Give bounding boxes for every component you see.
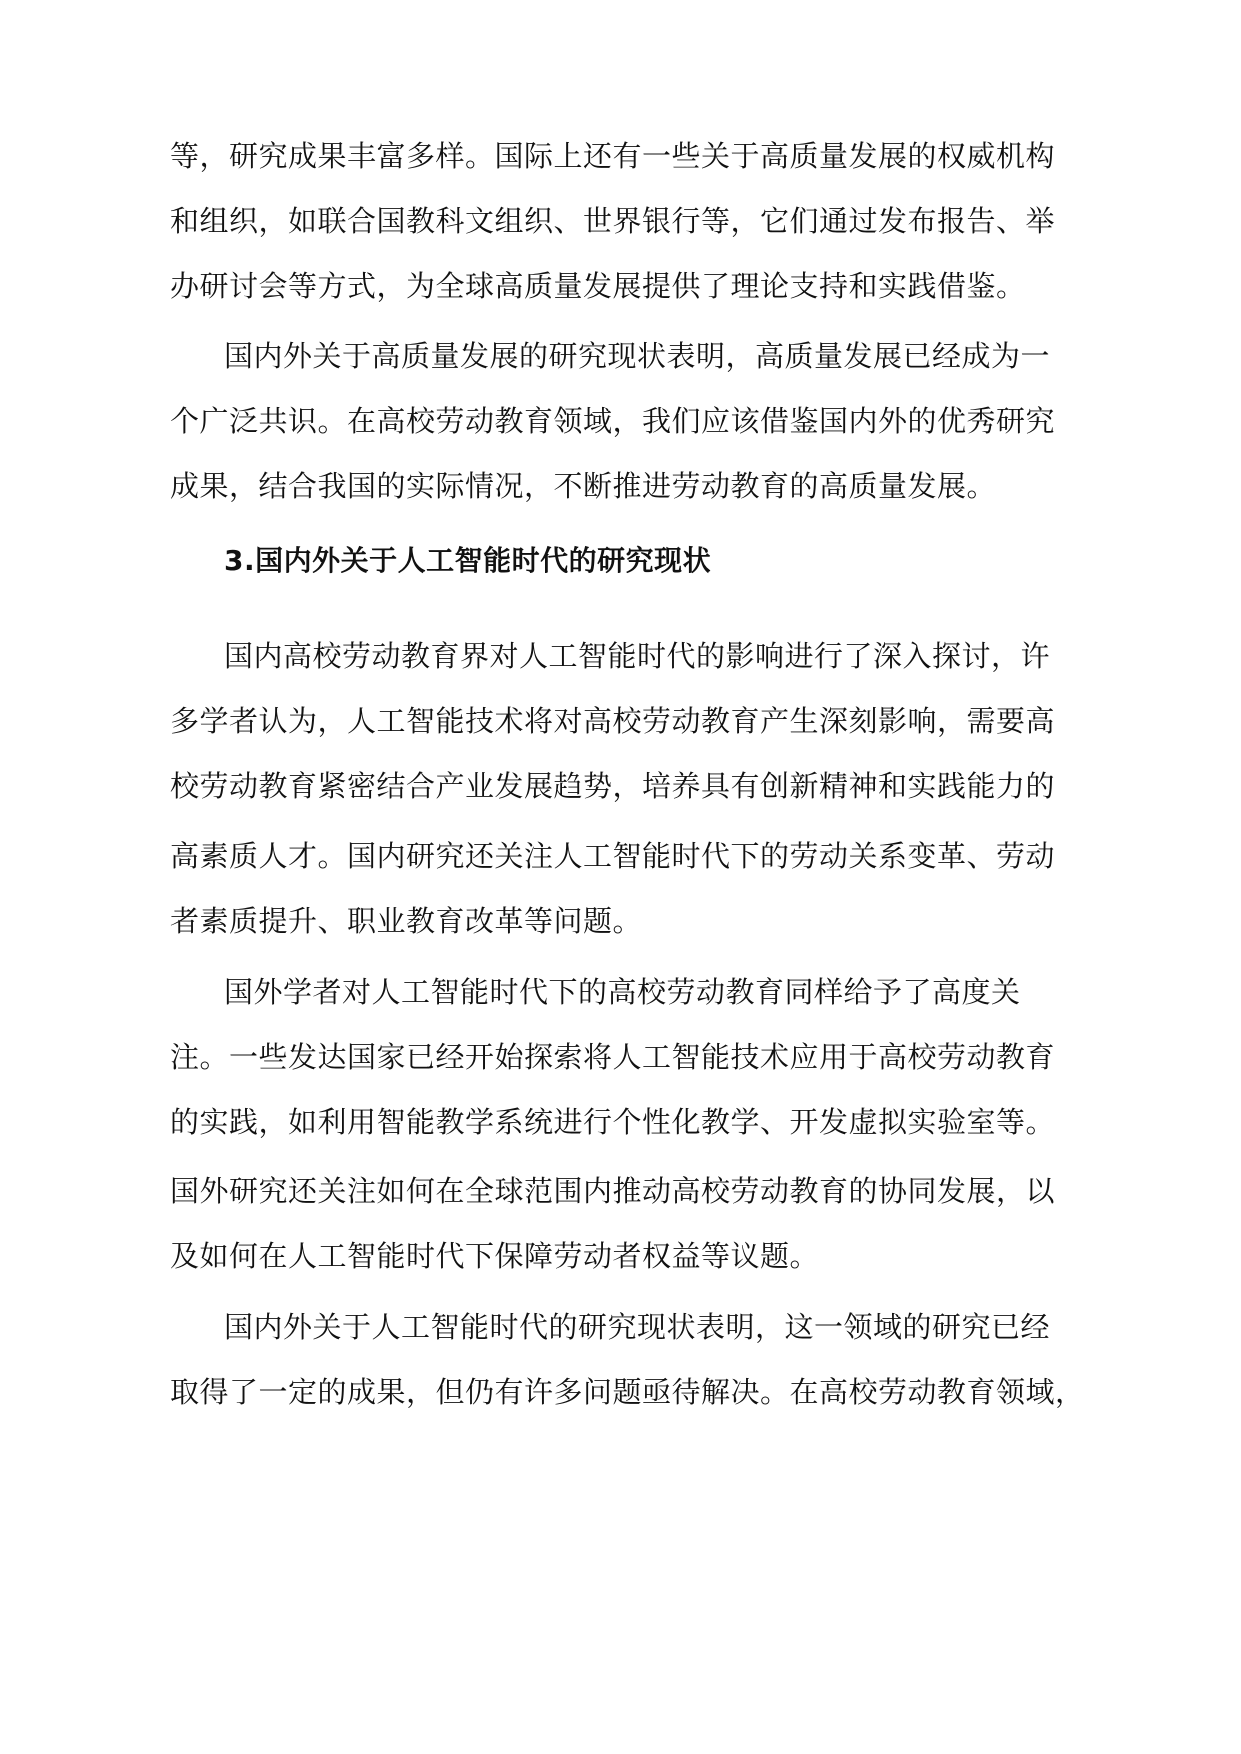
- text-line: 取得了一定的成果，但仍有许多问题亟待解决。在高校劳动教育领域，: [170, 1375, 1085, 1409]
- text-line: 和组织，如联合国教科文组织、世界银行等，它们通过发布报告、举: [170, 204, 1056, 238]
- text-line: 国内外关于高质量发展的研究现状表明，高质量发展已经成为一: [224, 339, 1051, 373]
- text-line: 多学者认为，人工智能技术将对高校劳动教育产生深刻影响，需要高: [170, 704, 1056, 738]
- text-line: 成果，结合我国的实际情况，不断推进劳动教育的高质量发展。: [170, 469, 997, 503]
- text-line: 个广泛共识。在高校劳动教育领域，我们应该借鉴国内外的优秀研究: [170, 404, 1056, 438]
- text-line: 国内高校劳动教育界对人工智能时代的影响进行了深入探讨，许: [224, 639, 1051, 673]
- section-heading: 3.国内外关于人工智能时代的研究现状: [224, 544, 712, 577]
- text-line: 高素质人才。国内研究还关注人工智能时代下的劳动关系变革、劳动: [170, 839, 1056, 873]
- text-line: 国外研究还关注如何在全球范围内推动高校劳动教育的协同发展，以: [170, 1174, 1056, 1208]
- text-line: 国外学者对人工智能时代下的高校劳动教育同样给予了高度关: [224, 975, 1021, 1009]
- text-line: 注。一些发达国家已经开始探索将人工智能技术应用于高校劳动教育: [170, 1040, 1056, 1074]
- text-line: 等，研究成果丰富多样。国际上还有一些关于高质量发展的权威机构: [170, 139, 1056, 173]
- text-line: 国内外关于人工智能时代的研究现状表明，这一领域的研究已经: [224, 1310, 1051, 1344]
- text-line: 及如何在人工智能时代下保障劳动者权益等议题。: [170, 1239, 820, 1273]
- text-line: 的实践，如利用智能教学系统进行个性化教学、开发虚拟实验室等。: [170, 1105, 1056, 1139]
- text-line: 者素质提升、职业教育改革等问题。: [170, 904, 643, 938]
- text-line: 办研讨会等方式，为全球高质量发展提供了理论支持和实践借鉴。: [170, 269, 1026, 303]
- text-line: 校劳动教育紧密结合产业发展趋势，培养具有创新精神和实践能力的: [170, 769, 1056, 803]
